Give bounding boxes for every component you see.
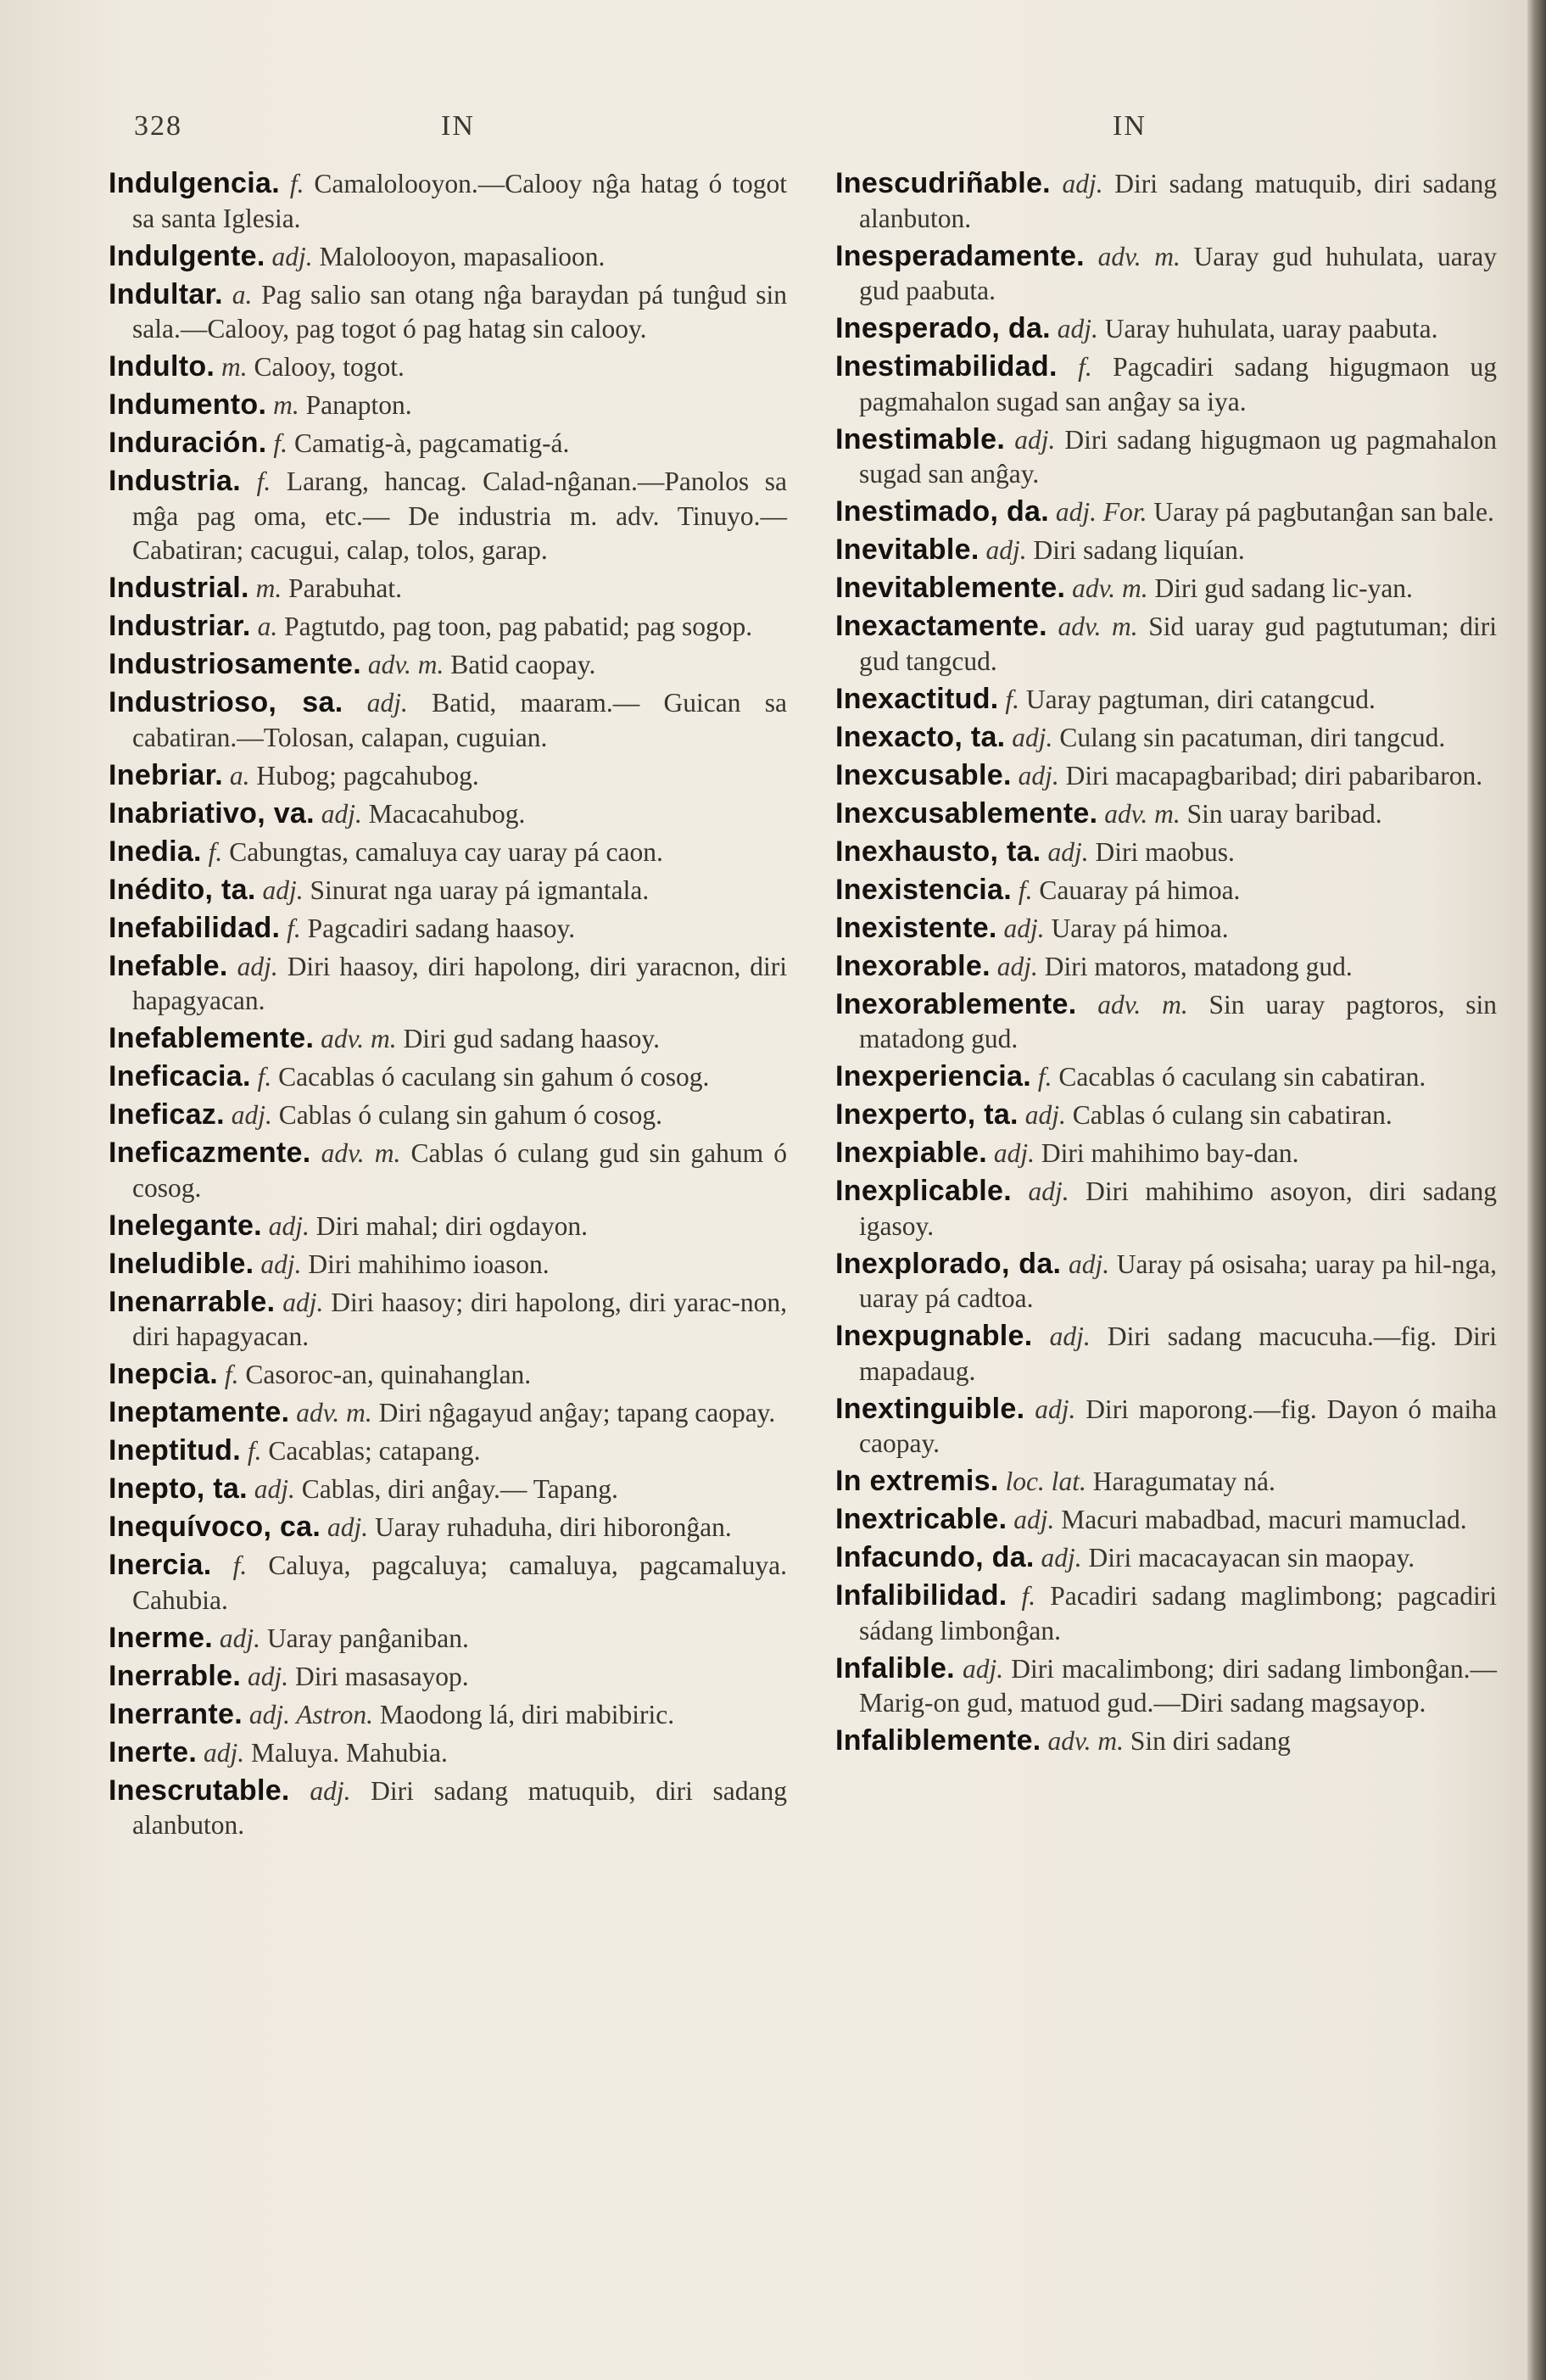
entry-definition: Diri macacayacan sin maopay. xyxy=(1088,1543,1415,1573)
entry-headword: Infalibilidad. xyxy=(835,1579,1007,1612)
entry-grammar: adj. xyxy=(1041,1543,1082,1573)
entry-grammar: adj. For. xyxy=(1055,497,1147,527)
entry-headword: Inexorable. xyxy=(835,949,991,982)
dictionary-entry xyxy=(109,1472,787,1507)
entry-headword: Inestimabilidad. xyxy=(835,350,1058,383)
entry-grammar: adj. xyxy=(1035,1394,1076,1424)
entry-grammar: a. xyxy=(232,279,253,310)
entry-grammar: f. xyxy=(232,1550,248,1580)
entry-definition: Hubog; pagcahubog. xyxy=(256,760,479,791)
entry-grammar: adv. m. xyxy=(296,1398,372,1427)
entry-grammar: adv. m. xyxy=(321,1024,397,1053)
dictionary-entry xyxy=(835,1174,1497,1243)
entry-definition: Camalolooyon.—Calooy nĝa hatag ó togot sa santa Iglesia. xyxy=(132,169,787,233)
dictionary-entry xyxy=(835,1502,1497,1538)
entry-headword: Inesperado, da. xyxy=(835,312,1051,344)
dictionary-entry xyxy=(109,685,787,755)
dictionary-entry xyxy=(835,758,1497,794)
entry-definition: Cablas ó culang sin cabatiran. xyxy=(1072,1100,1393,1130)
entry-headword: Inextricable. xyxy=(835,1503,1007,1535)
entry-definition: Batid, maaram.— Guican sa cabatiran.—Tolosan, calapan, cuguian. xyxy=(132,688,788,752)
entry-grammar: adj. xyxy=(204,1737,245,1768)
entry-definition: Uaray huhulata, uaray paabuta. xyxy=(1104,314,1438,344)
entry-definition: Cabungtas, camaluya cay uaray pá caon. xyxy=(229,836,663,867)
dictionary-entry xyxy=(835,1098,1497,1133)
entry-definition: Sin uaray baribad. xyxy=(1186,798,1382,829)
entry-headword: Indultar. xyxy=(109,277,223,310)
dictionary-entry xyxy=(835,494,1497,530)
entry-headword: Inedia. xyxy=(109,835,202,868)
entry-headword: Inescudriñable. xyxy=(835,167,1051,199)
entry-grammar: adj. xyxy=(282,1287,324,1317)
entry-definition: Diri mahihimo asoyon, diri sadang igasoy. xyxy=(859,1176,1498,1241)
entry-grammar: adj. xyxy=(271,241,313,271)
entry-headword: Ineficacia. xyxy=(109,1060,251,1092)
entry-grammar: a. xyxy=(257,612,278,641)
dictionary-entry xyxy=(109,1285,787,1355)
dictionary-entry xyxy=(109,464,787,568)
dictionary-entry xyxy=(109,911,787,947)
entry-grammar: f. xyxy=(1078,352,1092,382)
entry-grammar: a. xyxy=(229,760,250,791)
entry-grammar: adj. xyxy=(310,1775,351,1806)
entry-headword: Inestimable. xyxy=(835,422,1006,455)
entry-definition: Malolooyon, mapasalioon. xyxy=(319,241,606,271)
entry-headword: Induración. xyxy=(109,427,267,459)
entry-grammar: adj. xyxy=(963,1653,1004,1684)
entry-grammar: f. xyxy=(1018,874,1033,905)
dictionary-entry xyxy=(109,758,787,794)
entry-definition: Macacahubog. xyxy=(368,798,526,829)
entry-definition: Diri mahal; diri ogdayon. xyxy=(315,1210,588,1241)
entry-definition: Cablas ó culang gud sin gahum ó cosog. xyxy=(132,1138,788,1203)
entry-headword: Ineficaz. xyxy=(109,1098,225,1131)
dictionary-entry xyxy=(835,1540,1497,1576)
dictionary-entry xyxy=(835,166,1497,236)
dictionary-entry xyxy=(109,873,787,908)
entry-headword: Inexistencia. xyxy=(835,873,1012,906)
entry-headword: Infacundo, da. xyxy=(835,1541,1035,1573)
dictionary-entry xyxy=(835,1247,1497,1316)
entry-definition: Cacablas ó caculang sin gahum ó cosog. xyxy=(278,1062,710,1092)
dictionary-entry xyxy=(835,571,1497,606)
dictionary-entry xyxy=(835,349,1497,419)
dictionary-entry xyxy=(109,388,787,423)
entry-definition: Uaray pagtuman, diri catangcud. xyxy=(1025,684,1376,714)
entry-headword: Inexpiable. xyxy=(835,1137,988,1169)
dictionary-entry xyxy=(109,1357,787,1393)
entry-headword: Industrioso, sa. xyxy=(109,686,343,718)
entry-definition: Pacadiri sadang maglimbong; pagcadiri sádang limbonĝan. xyxy=(859,1581,1498,1645)
entry-definition: Cablas ó culang sin gahum ó cosog. xyxy=(278,1100,663,1130)
entry-definition: Larang, hancag. Calad-nĝanan.—Panolos sa mĝa pag oma, etc.— De industria m. adv. Tinuyo.—Cabatiran; cacugui, calap, tolos, garap. xyxy=(132,467,787,565)
dictionary-entry xyxy=(109,349,787,385)
entry-headword: Inexactamente. xyxy=(835,610,1047,642)
dictionary-entry xyxy=(109,1136,787,1205)
dictionary-entry xyxy=(835,1651,1497,1721)
dictionary-entry xyxy=(109,571,787,606)
dictionary-entry xyxy=(109,1659,787,1695)
entry-definition: Diri gud sadang haasoy. xyxy=(403,1024,660,1053)
entry-definition: Diri matoros, matadong gud. xyxy=(1044,951,1353,981)
right-column xyxy=(835,166,1497,1762)
entry-headword: Inexperto, ta. xyxy=(835,1098,1019,1131)
entry-headword: Inabriativo, va. xyxy=(109,796,315,830)
dictionary-entry xyxy=(835,987,1497,1057)
entry-headword: Inerrante. xyxy=(109,1697,243,1730)
dictionary-entry xyxy=(109,277,787,347)
entry-grammar: adj. xyxy=(262,874,304,905)
dictionary-entry xyxy=(109,1021,787,1057)
entry-grammar: adj. xyxy=(1068,1249,1110,1279)
entry-definition: Panapton. xyxy=(305,390,412,420)
entry-definition: Uaray ruhaduha, diri hiboronĝan. xyxy=(375,1512,732,1542)
entry-definition: Uaray pá pagbutanĝan san bale. xyxy=(1153,497,1494,527)
dictionary-entry xyxy=(109,1247,787,1282)
dictionary-entry xyxy=(109,796,787,832)
dictionary-entry xyxy=(109,426,787,461)
entry-grammar: adj. xyxy=(260,1249,302,1279)
entry-definition: Diri sadang liquían. xyxy=(1033,535,1245,565)
entry-headword: Inevitablemente. xyxy=(835,572,1066,604)
entry-grammar: adj. xyxy=(1024,1100,1066,1130)
entry-definition: Diri macapagbaribad; diri pabaribaron. xyxy=(1065,760,1483,791)
entry-grammar: f. xyxy=(287,913,301,943)
dictionary-entry xyxy=(835,1059,1497,1095)
dictionary-entry xyxy=(835,239,1497,309)
dictionary-entry xyxy=(835,1464,1497,1500)
entry-definition: Diri macalimbong; diri sadang limbonĝan.—Marig-on gud, matuod gud.—Diri sadang magsayop. xyxy=(859,1653,1497,1718)
entry-headword: In extremis. xyxy=(835,1465,999,1497)
entry-definition: Diri mahihimo ioason. xyxy=(308,1249,550,1279)
entry-definition: Uaray pá osisaha; uaray pa hil-nga, uaray pá cadtoa. xyxy=(859,1249,1498,1313)
entry-grammar: adj. xyxy=(237,951,278,981)
entry-definition: Pag salio san otang nĝa baraydan pá tunĝud sin sala.—Calooy, pag togot ó pag hatag sin calooy. xyxy=(132,279,787,344)
entry-definition: Diri nĝagayud anĝay; tapang caopay. xyxy=(378,1398,776,1427)
entry-grammar: adj. xyxy=(1062,169,1103,198)
entry-headword: Inerme. xyxy=(109,1621,214,1654)
entry-headword: Inédito, ta. xyxy=(109,873,256,906)
entry-grammar: adj. xyxy=(254,1474,295,1504)
entry-headword: Inexistente. xyxy=(835,911,997,944)
entry-definition: Caluya, pagcaluya; camaluya, pagcamaluya. Cahubia. xyxy=(132,1550,787,1615)
book-spine-edge xyxy=(1527,0,1546,2380)
entry-definition: Haragumatay ná. xyxy=(1092,1467,1275,1496)
entry-headword: Inerrable. xyxy=(109,1659,242,1692)
entry-headword: Inerte. xyxy=(109,1735,198,1768)
entry-grammar: adj. xyxy=(993,1138,1035,1168)
entry-headword: Industriar. xyxy=(109,610,251,642)
dictionary-entry xyxy=(835,835,1497,870)
dictionary-entry xyxy=(109,1697,787,1733)
entry-headword: Inexcusablemente. xyxy=(835,796,1098,830)
entry-headword: Inexorablemente. xyxy=(835,987,1077,1020)
dictionary-entry xyxy=(835,1724,1497,1759)
entry-definition: Sid uaray gud pagtutuman; diri gud tangcud. xyxy=(859,612,1497,676)
entry-grammar: adj. xyxy=(1049,1321,1091,1351)
entry-headword: Industrial. xyxy=(109,572,249,604)
entry-headword: Inexpugnable. xyxy=(835,1320,1033,1352)
entry-definition: Uaray pá himoa. xyxy=(1051,913,1229,943)
left-column xyxy=(109,166,787,1846)
entry-definition: Pagcadiri sadang higugmaon ug pagmahalon sugad san anĝay sa iya. xyxy=(859,352,1497,416)
entry-grammar: adj. xyxy=(219,1623,261,1653)
entry-headword: Inepto, ta. xyxy=(109,1472,248,1505)
entry-grammar: f. xyxy=(257,1062,272,1092)
entry-definition: Cacablas ó caculang sin cabatiran. xyxy=(1058,1062,1426,1092)
entry-headword: Indulto. xyxy=(109,350,215,383)
entry-grammar: adj. xyxy=(1047,836,1089,867)
entry-headword: Inexhausto, ta. xyxy=(835,835,1041,868)
dictionary-entry xyxy=(109,835,787,870)
entry-definition: Cablas, diri anĝay.— Tapang. xyxy=(301,1474,618,1504)
dictionary-entry xyxy=(109,1098,787,1133)
entry-definition: Uaray panĝaniban. xyxy=(266,1623,469,1653)
entry-grammar: adj. xyxy=(1012,722,1053,752)
entry-definition: Pagcadiri sadang haasoy. xyxy=(307,913,576,943)
entry-headword: Inequívoco, ca. xyxy=(109,1511,321,1543)
entry-definition: Camatig-à, pagcamatig-á. xyxy=(293,428,570,458)
entry-definition: Culang sin pacatuman, diri tangcud. xyxy=(1059,722,1446,752)
entry-definition: Diri haasoy; diri hapolong, diri yarac-non, diri hapagyacan. xyxy=(132,1287,788,1351)
entry-definition: Cacablas; catapang. xyxy=(268,1436,481,1466)
entry-headword: Ineficazmente. xyxy=(109,1137,311,1169)
entry-grammar: f. xyxy=(208,836,223,867)
entry-grammar: f. xyxy=(256,467,271,496)
dictionary-entry xyxy=(109,1059,787,1095)
entry-grammar: adj. xyxy=(321,798,362,829)
dictionary-entry xyxy=(109,949,787,1019)
entry-grammar: loc. lat. xyxy=(1005,1467,1086,1496)
dictionary-entry xyxy=(109,647,787,683)
entry-grammar: adj. Astron. xyxy=(248,1699,373,1729)
entry-grammar: f. xyxy=(224,1360,239,1389)
entry-headword: Inefablemente. xyxy=(109,1022,315,1054)
entry-headword: Inebriar. xyxy=(109,758,223,791)
entry-grammar: adj. xyxy=(1014,424,1056,455)
dictionary-entry xyxy=(835,796,1497,832)
entry-grammar: adj. xyxy=(985,535,1027,565)
entry-grammar: adv. m. xyxy=(1097,241,1180,271)
dictionary-entry xyxy=(835,1136,1497,1171)
dictionary-entry xyxy=(835,1578,1497,1648)
entry-headword: Inepcia. xyxy=(109,1358,219,1390)
dictionary-entry xyxy=(109,1510,787,1545)
entry-headword: Inexplicable. xyxy=(835,1175,1012,1207)
dictionary-entry xyxy=(109,1735,787,1771)
entry-definition: Maluya. Mahubia. xyxy=(251,1737,448,1768)
dictionary-entry xyxy=(835,720,1497,756)
entry-definition: Maodong lá, diri mabibiric. xyxy=(379,1699,675,1729)
entry-definition: Diri sadang matuquib, diri sadang alanbuton. xyxy=(132,1775,788,1840)
entry-grammar: adv. m. xyxy=(1104,798,1180,829)
dictionary-entry xyxy=(835,682,1497,718)
entry-grammar: adj. xyxy=(231,1100,272,1130)
entry-grammar: adv. m. xyxy=(1058,612,1138,641)
dictionary-entry xyxy=(109,166,787,236)
entry-definition: Diri sadang higugmaon ug pagmahalon sugad san anĝay. xyxy=(859,424,1498,489)
dictionary-entry xyxy=(109,1774,787,1843)
entry-definition: Cauaray pá himoa. xyxy=(1039,874,1241,905)
entry-headword: Ineludible. xyxy=(109,1247,254,1280)
entry-definition: Diri mahihimo bay-dan. xyxy=(1041,1138,1299,1168)
entry-grammar: f. xyxy=(289,169,304,198)
entry-headword: Inesperadamente. xyxy=(835,239,1085,272)
dictionary-entry xyxy=(835,422,1497,492)
entry-headword: Inelegante. xyxy=(109,1209,262,1242)
entry-grammar: adj. xyxy=(1057,314,1098,344)
dictionary-entry xyxy=(109,1621,787,1657)
entry-headword: Inexacto, ta. xyxy=(835,720,1006,753)
entry-headword: Inefable. xyxy=(109,949,228,982)
entry-headword: Inefabilidad. xyxy=(109,911,281,944)
entry-headword: Inexcusable. xyxy=(835,758,1012,791)
dictionary-entry xyxy=(835,609,1497,679)
entry-definition: Diri maporong.—fig. Dayon ó maiha caopay. xyxy=(859,1394,1498,1458)
entry-grammar: adj. xyxy=(996,951,1038,981)
entry-grammar: m. xyxy=(273,390,299,420)
entry-definition: Diri gud sadang lic-yan. xyxy=(1154,573,1413,603)
entry-headword: Inenarrable. xyxy=(109,1285,276,1318)
dictionary-entry xyxy=(109,1433,787,1469)
entry-grammar: adv. m. xyxy=(367,650,444,679)
entry-headword: Inexactitud. xyxy=(835,682,999,715)
entry-definition: Sin uaray pagtoros, sin matadong gud. xyxy=(859,989,1498,1053)
entry-definition: Calooy, togot. xyxy=(254,352,405,382)
entry-definition: Diri sadang matuquib, diri sadang alanbuton. xyxy=(859,169,1497,233)
dictionary-entry xyxy=(109,239,787,275)
running-header-left: IN xyxy=(441,110,475,142)
entry-grammar: adv. m. xyxy=(1072,573,1148,603)
entry-headword: Inextinguible. xyxy=(835,1392,1025,1425)
dictionary-entry xyxy=(109,1395,787,1431)
entry-definition: Parabuhat. xyxy=(288,573,402,603)
entry-grammar: adv. m. xyxy=(1097,989,1188,1020)
entry-grammar: f. xyxy=(1021,1581,1036,1611)
entry-definition: Uaray gud huhulata, uaray gud paabuta. xyxy=(859,241,1497,305)
entry-headword: Inexperiencia. xyxy=(835,1060,1031,1092)
entry-grammar: f. xyxy=(1005,684,1020,714)
entry-grammar: adj. xyxy=(247,1661,289,1691)
entry-grammar: adj. xyxy=(1013,1505,1055,1534)
entry-grammar: adv. m. xyxy=(321,1138,401,1168)
dictionary-entry xyxy=(835,949,1497,985)
entry-definition: Sin diri sadang xyxy=(1130,1726,1291,1756)
entry-headword: Indumento. xyxy=(109,388,267,421)
entry-grammar: f. xyxy=(1037,1062,1052,1092)
dictionary-entry xyxy=(835,873,1497,908)
entry-definition: Diri sadang macucuha.—fig. Diri mapadaug. xyxy=(859,1321,1498,1386)
entry-grammar: adj. xyxy=(268,1210,310,1241)
entry-headword: Inexplorado, da. xyxy=(835,1247,1062,1280)
page-number: 328 xyxy=(134,110,182,142)
entry-definition: Diri haasoy, diri hapolong, diri yaracnon, diri hapagyacan. xyxy=(132,951,788,1015)
entry-headword: Inescrutable. xyxy=(109,1774,290,1807)
entry-headword: Ineptamente. xyxy=(109,1396,290,1428)
entry-headword: Inevitable. xyxy=(835,534,980,566)
dictionary-entry xyxy=(109,1209,787,1244)
entry-headword: Indulgencia. xyxy=(109,167,280,199)
entry-headword: Inestimado, da. xyxy=(835,495,1049,528)
entry-grammar: adj. xyxy=(1028,1176,1069,1206)
entry-headword: Ineptitud. xyxy=(109,1434,241,1467)
entry-definition: Diri maobus. xyxy=(1095,836,1235,867)
entry-grammar: f. xyxy=(247,1436,262,1466)
entry-headword: Industria. xyxy=(109,465,242,497)
entry-grammar: m. xyxy=(221,352,248,382)
entry-definition: Pagtutdo, pag toon, pag pabatid; pag sogop. xyxy=(284,612,753,641)
entry-definition: Casoroc-an, quinahanglan. xyxy=(245,1360,532,1389)
entry-headword: Infaliblemente. xyxy=(835,1724,1041,1757)
entry-definition: Sinurat nga uaray pá igmantala. xyxy=(310,874,650,905)
dictionary-entry xyxy=(109,609,787,645)
entry-grammar: adv. m. xyxy=(1047,1726,1124,1756)
dictionary-entry xyxy=(835,311,1497,347)
entry-definition: Batid caopay. xyxy=(450,650,596,679)
entry-grammar: f. xyxy=(273,428,288,458)
entry-definition: Macuri mabadbad, macuri mamuclad. xyxy=(1061,1505,1467,1534)
dictionary-entry xyxy=(109,1548,787,1617)
entry-grammar: adj. xyxy=(327,1512,369,1542)
entry-headword: Indulgente. xyxy=(109,239,265,272)
dictionary-entry xyxy=(835,911,1497,947)
dictionary-entry xyxy=(835,1392,1497,1461)
entry-grammar: adj. xyxy=(1003,913,1045,943)
entry-definition: Diri masasayop. xyxy=(294,1661,469,1691)
entry-headword: Industriosamente. xyxy=(109,648,361,680)
running-header-right: IN xyxy=(1113,110,1147,142)
entry-grammar: adj. xyxy=(366,688,408,718)
entry-headword: Infalible. xyxy=(835,1651,955,1684)
entry-grammar: m. xyxy=(255,573,282,603)
dictionary-entry xyxy=(835,533,1497,568)
entry-headword: Inercia. xyxy=(109,1549,212,1581)
dictionary-entry xyxy=(835,1319,1497,1388)
entry-grammar: adj. xyxy=(1018,760,1059,791)
